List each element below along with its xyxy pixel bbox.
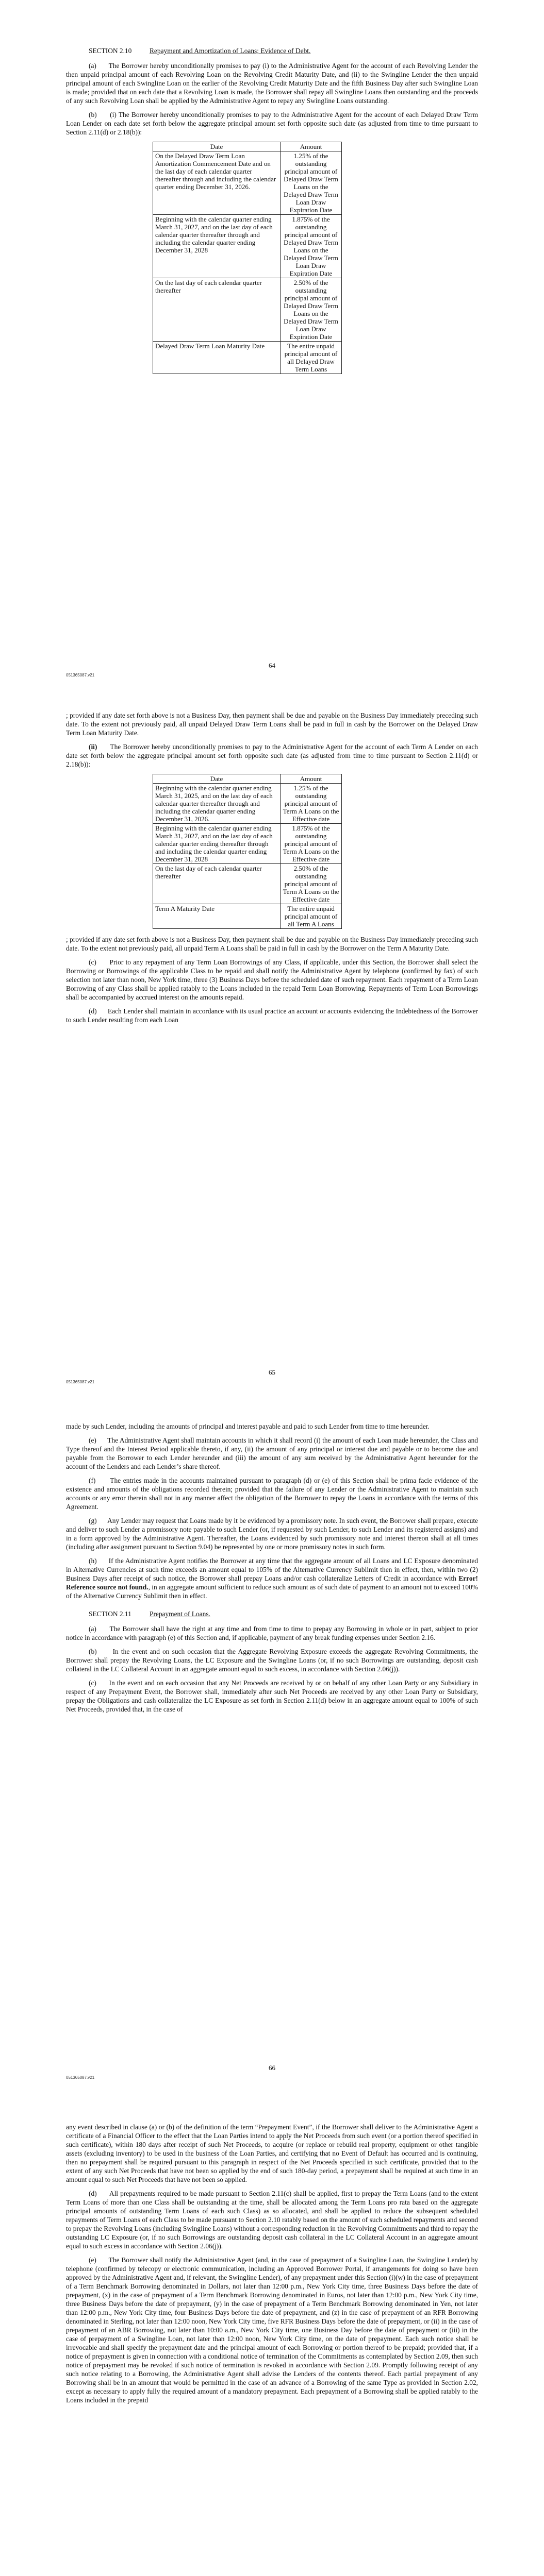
- row-amount: 1.25% of the outstanding principal amount of Delayed Draw Term Loans on the Delayed Draw Term Loan Draw Expiration Date: [281, 151, 342, 215]
- paragraph-2a: (a) The Borrower shall have the right at any time and from time to time to prepay any Borrowing in whole or in part, subject to prior notice in accordance with paragraph (e) of this Section and, if applicable, payment of any break funding expenses under Section 2.16.: [66, 1625, 478, 1641]
- document-id: 051365087.v21: [66, 1380, 95, 1384]
- row-date: Term A Maturity Date: [153, 904, 281, 929]
- page-65: [0, 711, 544, 1029]
- paragraph-2c: (c) In the event and on each occasion that any Net Proceeds are received by or on behalf of any other Loan Party or any Subsidiary in respect of any Prepayment Event, the Borrower shall, immediately after such Net Proceeds are received by any other Loan Party or Subsidiary, prepay the Obligations and cash collateralize the LC Exposure as set forth in Section 2.11(d) below in an aggregate amount equal to 100% of such Net Proceeds, provided that, in the case of: [66, 1679, 478, 1713]
- paragraph-h-text: (h) If the Administrative Agent notifies the Borrower at any time that the aggregate amount of all Loans and LC Exposure denominated in Alternative Currencies at such time exceeds an amount equal to 105% of the Alternative Currency Sublimit then in effect, then, within two (2) Business Days after receipt of such notice, the Borrower shall prepay Loans and/or cash collateralize Letters of Credit in accordance with: [66, 1557, 478, 1582]
- clause-label: (ii): [89, 743, 97, 751]
- paragraph-d: (d) All prepayments required to be made pursuant to Section 2.11(c) shall be applied, first to prepay the Term Loans (and to the extent Term Loans of more than one Class shall be outstanding at the time, shall be allocated among the Term Loans pro rata based on the aggregate principal amounts of outstanding Term Loans of each such Class) as so allocated, and shall be applied to reduce the subsequent scheduled repayments of Term Loans of each Class to be made pursuant to Section 2.10 ratably based on the amount of such scheduled repayments and second to prepay the Revolving Loans (including Swingline Loans) without a corresponding reduction in the Revolving Commitments and third to repay the outstanding LC Exposure (or, if no such Borrowings are outstanding deposit cash collateral in the LC Collateral Account in an aggregate amount equal to such excess in accordance with Section 2.06(j)).: [66, 2190, 478, 2250]
- paragraph-e: (e) The Borrower shall notify the Administrative Agent (and, in the case of prepayment of a Swingline Loan, the Swingline Lender) by telephone (confirmed by telecopy or electronic communication, including an Approved Borrower Portal, if arrangements for doing so have been approved by the Administrative Agent and, if relevant, the Swingline Lender), of any prepayment under this Section (i)(w) in the case of prepayment of a Term Benchmark Borrowing denominated in Dollars, not later than 12:00 p.m., New York City time, three Business Days before the date of prepayment, (x) in the case of prepayment of a Term Benchmark Borrowing denominated in Euros, not later than 12:00 p.m., New York City time, three Business Days before the date of prepayment, (y) in the case of prepayment of a Term Benchmark Borrowing denominated in Yen, not later than 12:00 p.m., New York City time, four Business Days before the date of prepayment, and (z) in the case of prepayment of an RFR Borrowing denominated in Sterling, not later than 12:00 noon, New York City time, five RFR Business Days before the date of prepayment, or (ii) in the case of prepayment of an ABR Borrowing, not later than 10:00 a.m., New York City time, one Business Day before the date of prepayment or (iii) in the case of prepayment of a Swingline Loan, not later than 12:00 noon, New York City time, on the date of prepayment. Each such notice shall be irrevocable and shall specify the prepayment date and the principal amount of each Borrowing or portion thereof to be prepaid; provided that, if a notice of prepayment is given in connection with a conditional notice of termination of the Commitments as contemplated by Section 2.09, then such notice of prepayment may be revoked if such notice of termination is revoked in accordance with Section 2.09. Promptly following receipt of any such notice relating to a Borrowing, the Administrative Agent shall advise the Lenders of the contents thereof. Each partial prepayment of any Borrowing shall be in an amount that would be permitted in the case of an advance of a Borrowing of the same Type as provided in Section 2.02, except as necessary to apply fully the required amount of a mandatory prepayment. Each prepayment of a Borrowing shall be applied ratably to the Loans included in the prepaid: [66, 2256, 478, 2404]
- section-number: SECTION 2.11: [89, 1610, 131, 1618]
- page-number: 65: [269, 1368, 275, 1376]
- paragraph-ii: [66, 742, 478, 769]
- page-66: [0, 1422, 544, 1719]
- table-header-row: [153, 774, 342, 784]
- section-title: Repayment and Amortization of Loans; Evidence of Debt.: [150, 47, 311, 55]
- table-row: [153, 342, 342, 374]
- table-row: [153, 864, 342, 904]
- paragraph-f: (f) The entries made in the accounts maintained pursuant to paragraph (d) or (e) of this Section shall be prima facie evidence of the existence and amounts of the obligations recorded therein; provided that the failure of any Lender or the Administrative Agent to maintain such accounts or any error therein shall not in any manner affect the obligation of the Borrower to repay the Loans in accordance with the terms of this Agreement.: [66, 1477, 478, 1511]
- page-67: [0, 2123, 544, 2410]
- header-amount: Amount: [281, 142, 342, 151]
- row-amount: The entire unpaid principal amount of all Term A Loans: [281, 904, 342, 929]
- section-heading: [66, 1609, 478, 1618]
- page-64-footer: [0, 653, 544, 677]
- section-heading: [66, 46, 478, 55]
- row-amount: 2.50% of the outstanding principal amount of Term A Loans on the Effective date: [281, 864, 342, 904]
- amortization-table: [153, 142, 342, 374]
- table-row: [153, 904, 342, 929]
- proviso-paragraph-2: ; provided if any date set forth above is not a Business Day, then payment shall be due and payable on the Business Day immediately preceding such date. To the extent not previously paid, all unpaid Term A Loans shall be paid in full in cash by the Borrower on the Term A Maturity Date.: [66, 936, 478, 952]
- paragraph-2b: (b) In the event and on such occasion that the Aggregate Revolving Exposure exceeds the aggregate Revolving Commitments, the Borrower shall prepay the Revolving Loans, the LC Exposure and the Swingline Loans (or, if no such Borrowings are outstanding, deposit cash collateral in the LC Collateral Account in an aggregate amount equal to such excess, in accordance with Section 2.06(j)).: [66, 1648, 478, 1673]
- table-row: [153, 784, 342, 824]
- page-number: 66: [269, 2064, 275, 2072]
- row-amount: 1.25% of the outstanding principal amount of Term A Loans on the Effective date: [281, 784, 342, 824]
- clause-text: The Borrower hereby unconditionally promises to pay to the Administrative Agent for the account of each Term A Lender on each date set forth below the aggregate principal amount set forth opposite such date (as adjusted from time to time pursuant to Section 2.11(d) or 2.18(b)):: [66, 743, 478, 768]
- document-id: 051365087.v21: [66, 673, 95, 677]
- row-date: On the last day of each calendar quarter thereafter: [153, 864, 281, 904]
- reference-error: Error! Reference source not found.: [66, 1574, 478, 1591]
- row-date: Beginning with the calendar quarter ending March 31, 2027, and on the last day of each calendar quarter thereafter through and including the calendar quarter ending December 31, 2028: [153, 215, 281, 278]
- table-row: [153, 824, 342, 864]
- table-row: [153, 215, 342, 278]
- page-65-footer: [0, 1360, 544, 1384]
- header-date: Date: [153, 142, 281, 151]
- row-date: On the Delayed Draw Term Loan Amortization Commencement Date and on the last day of each calendar quarter thereafter through and including the calendar quarter ending December 31, 2026.: [153, 151, 281, 215]
- section-title: Prepayment of Loans.: [150, 1610, 210, 1618]
- paragraph-d-continued: made by such Lender, including the amounts of principal and interest payable and paid to such Lender from time to time hereunder.: [66, 1422, 430, 1430]
- paragraph-e: (e) The Administrative Agent shall maintain accounts in which it shall record (i) the amount of each Loan made hereunder, the Class and Type thereof and the Interest Period applicable thereto, if any, (ii) the amount of any principal or interest due and payable or to become due and payable from the Borrower to each Lender hereunder and (iii) the amount of any sum received by the Administrative Agent hereunder for the account of the Lenders and each Lender’s share thereof.: [66, 1436, 478, 1470]
- paragraph-b: (b) (i) The Borrower hereby unconditionally promises to pay to the Administrative Agent for the account of each Delayed Draw Term Loan Lender on each date set forth below the aggregate principal amount set forth opposite such date (as adjusted from time to time pursuant to Section 2.11(d) or 2.18(b)):: [66, 111, 478, 136]
- row-date: Beginning with the calendar quarter ending March 31, 2025, and on the last day of each calendar quarter thereafter through and including the calendar quarter ending December 31, 2026.: [153, 784, 281, 824]
- paragraph-d: (d) Each Lender shall maintain in accordance with its usual practice an account or accounts evidencing the Indebtedness of the Borrower to such Lender resulting from each Loan: [66, 1007, 478, 1024]
- page-64: [0, 37, 544, 380]
- paragraph-continued: any event described in clause (a) or (b) of the definition of the term “Prepayment Event”, if the Borrower shall deliver to the Administrative Agent a certificate of a Financial Officer to the effect that the Loan Parties intend to apply the Net Proceeds from such event (or a portion thereof specified in such certificate), within 180 days after receipt of such Net Proceeds, to acquire (or replace or rebuild real property, equipment or other tangible assets (excluding inventory) to be used in the business of the Loan Parties, and certifying that no Event of Default has occurred and is continuing, then no prepayment shall be required pursuant to this paragraph in respect of the Net Proceeds specified in such certificate, provided that to the extent of any such Net Proceeds that have not been so applied by the end of such 180-day period, a prepayment shall be required at such time in an amount equal to such Net Proceeds that have not been so applied.: [66, 2123, 478, 2183]
- row-amount: 1.875% of the outstanding principal amount of Term A Loans on the Effective date: [281, 824, 342, 864]
- document-id: 051365087.v21: [66, 2075, 95, 2080]
- table-row: [153, 151, 342, 215]
- header-amount: Amount: [281, 774, 342, 784]
- row-date: Delayed Draw Term Loan Maturity Date: [153, 342, 281, 374]
- page-number: 64: [269, 662, 275, 669]
- header-date: Date: [153, 774, 281, 784]
- table-header-row: [153, 142, 342, 151]
- row-date: Beginning with the calendar quarter ending March 31, 2027, and on the last day of each calendar quarter ending thereafter through and including the calendar quarter ending December 31, 2028: [153, 824, 281, 864]
- row-amount: 1.875% of the outstanding principal amount of Delayed Draw Term Loans on the Delayed Draw Term Loan Draw Expiration Date: [281, 215, 342, 278]
- paragraph-a: (a) The Borrower hereby unconditionally promises to pay (i) to the Administrative Agent for the account of each Revolving Lender the then unpaid principal amount of each Revolving Loan on the Revolving Credit Maturity Date, and (ii) to the Swingline Lender the then unpaid principal amount of each Swingline Loan on the earlier of the Revolving Credit Maturity Date and the fifth Business Day after such Swingline Loan is made; provided that on each date that a Revolving Loan is made, the Borrower shall repay all Swingline Loans then outstanding and the proceeds of any such Revolving Loan shall be applied by the Administrative Agent to repay any Swingline Loans outstanding.: [66, 62, 478, 105]
- section-number: SECTION 2.10: [89, 47, 132, 55]
- paragraph-h: [66, 1556, 478, 1600]
- proviso-paragraph: ; provided if any date set forth above is not a Business Day, then payment shall be due and payable on the Business Day immediately preceding such date. To the extent not previously paid, all unpaid Delayed Draw Term Loans shall be paid in full in cash by the Borrower on the Delayed Draw Term Loan Maturity Date.: [66, 711, 478, 737]
- page-66-footer: [0, 2056, 544, 2080]
- table-row: [153, 278, 342, 342]
- paragraph-h-text-end: , in an aggregate amount sufficient to reduce such amount as of such date of payment to an amount not to exceed 100% of the Alternative Currency Sublimit then in effect.: [66, 1583, 478, 1600]
- row-amount: 2.50% of the outstanding principal amount of Delayed Draw Term Loans on the Delayed Draw Term Loan Draw Expiration Date: [281, 278, 342, 342]
- paragraph-g: (g) Any Lender may request that Loans made by it be evidenced by a promissory note. In such event, the Borrower shall prepare, execute and deliver to such Lender a promissory note payable to such Lender (or, if requested by such Lender, to such Lender and its registered assigns) and in a form approved by the Administrative Agent. Thereafter, the Loans evidenced by such promissory note and interest thereon shall at all times (including after assignment pursuant to Section 9.04) be represented by one or more promissory notes in such form.: [66, 1517, 478, 1551]
- amortization-table: [153, 774, 342, 929]
- row-amount: The entire unpaid principal amount of all Delayed Draw Term Loans: [281, 342, 342, 374]
- row-date: On the last day of each calendar quarter thereafter: [153, 278, 281, 342]
- paragraph-c: (c) Prior to any repayment of any Term Loan Borrowings of any Class, if applicable, under this Section, the Borrower shall select the Borrowing or Borrowings of the applicable Class to be repaid and shall notify the Administrative Agent by telephone (confirmed by fax) of such selection not later than noon, New York time, three (3) Business Days before the scheduled date of such repayment. Each repayment of a Term Loan Borrowing of any Class shall be applied ratably to the Loans included in the repaid Term Loan Borrowing. Repayments of Term Loan Borrowings shall be accompanied by accrued interest on the amounts repaid.: [66, 958, 478, 1001]
